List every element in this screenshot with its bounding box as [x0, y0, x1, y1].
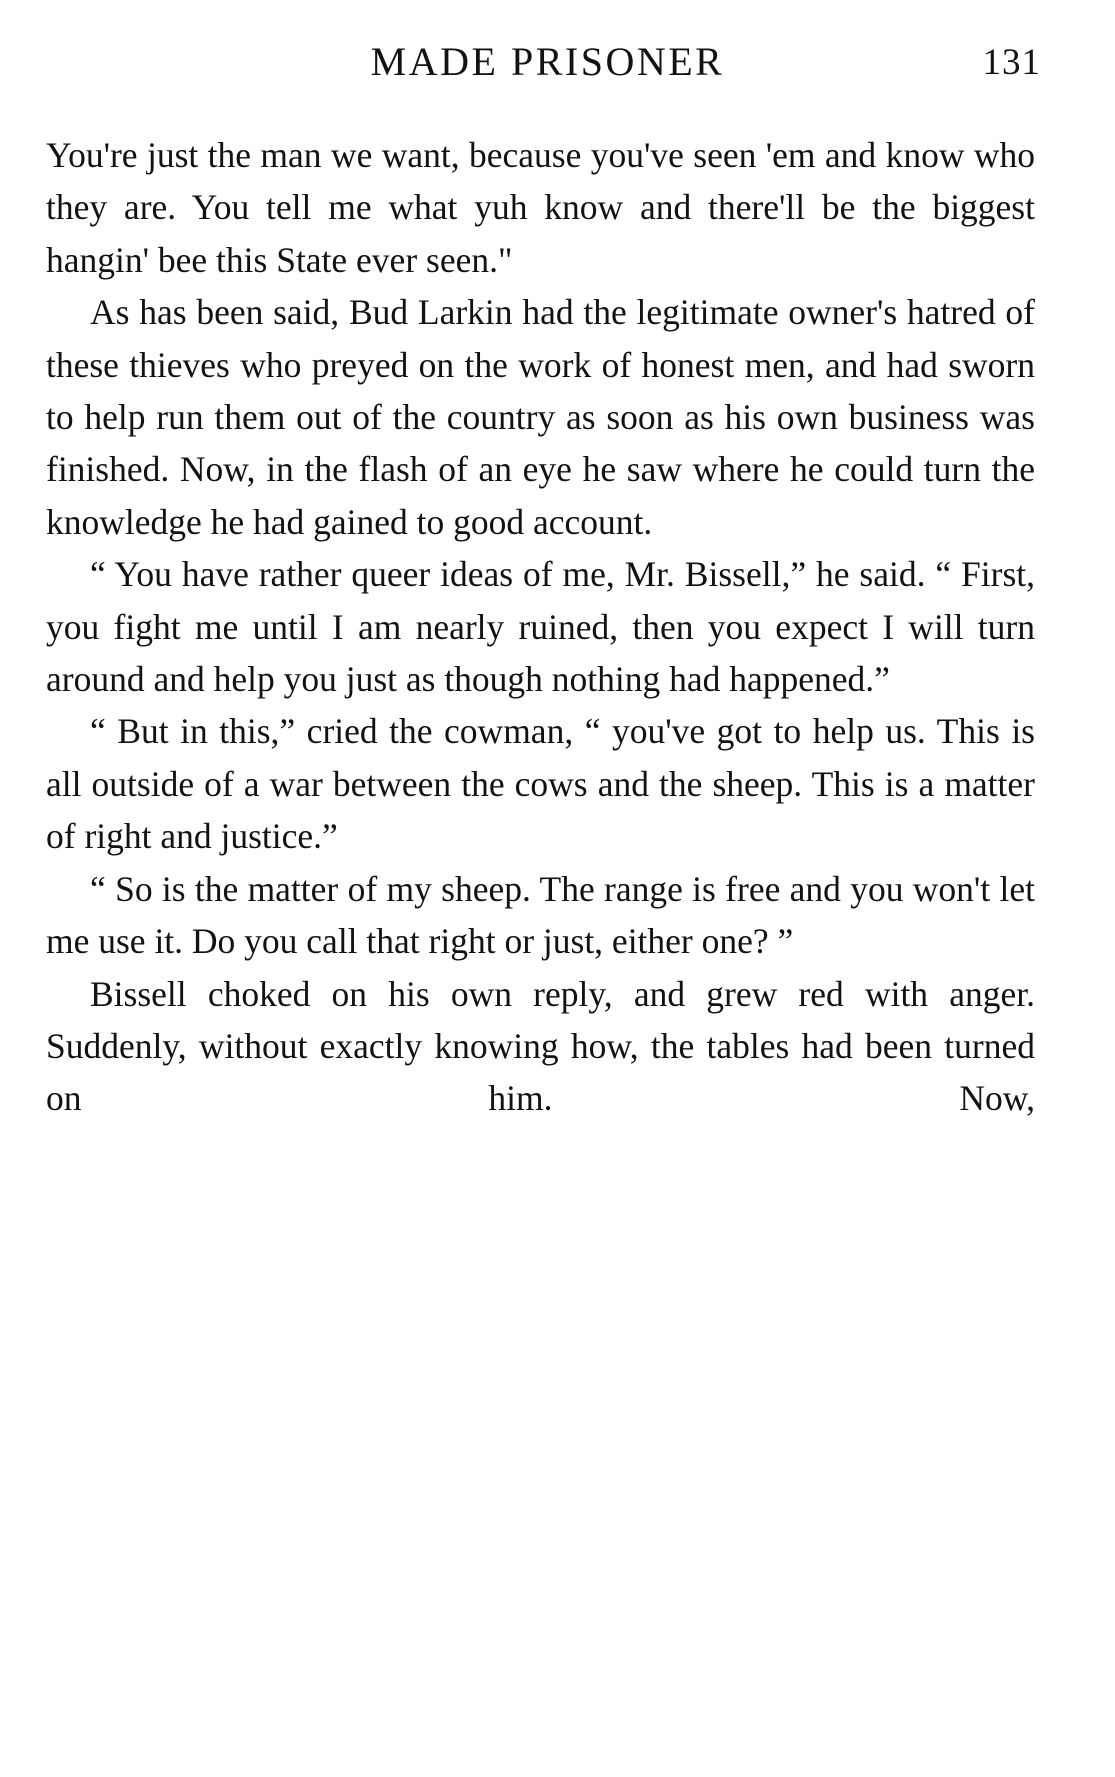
body-text — [38, 129, 1049, 1177]
paragraph: “ But in this,” cried the cowman, “ you've got to help us. This is all outside of a war between the cows and the sheep. This is a matter of right and justice.” — [46, 711, 1035, 857]
paragraph: “ So is the matter of my sheep. The range is free and you won't let me use it. Do you call that right or just, either one? ” — [46, 868, 1035, 962]
paragraph: “ You have rather queer ideas of me, Mr. Bissell,” he said. “ First, you fight me until I am nearly ruined, then you expect I will turn around and help you just as though nothing had happened.” — [46, 554, 1035, 700]
page-number: 131 — [982, 42, 1041, 83]
page-title: MADE PRISONER — [370, 39, 725, 84]
paragraph: Bissell choked on his own reply, and grew red with anger. Suddenly, without exactly knowing how, the tables had been turned on him. Now, — [46, 973, 1035, 1119]
running-head — [38, 38, 1049, 85]
paragraph: You're just the man we want, because you've seen 'em and know who they are. You tell me what yuh know and there'll be the biggest hangin' bee this State ever seen." — [46, 135, 1035, 280]
paragraph: As has been said, Bud Larkin had the legitimate owner's hatred of these thieves who preyed on the work of honest men, and had sworn to help run them out of the country as soon as his own business was finished. Now, in the flash of an eye he saw where he could turn the knowledge he had gained to good account. — [46, 292, 1035, 542]
